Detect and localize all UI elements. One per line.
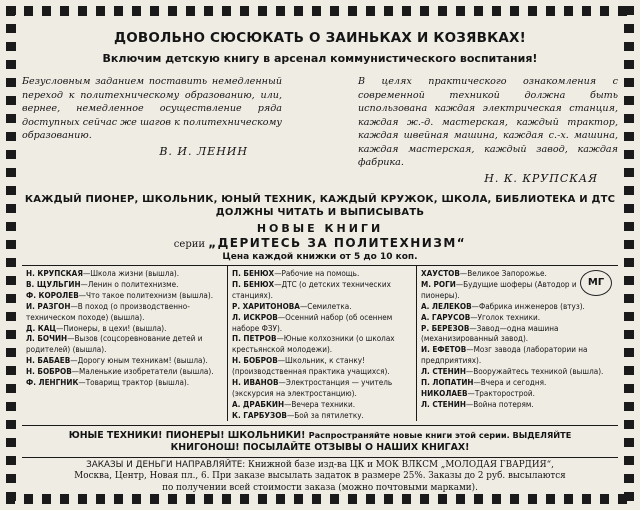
- book-author: В. ЩУЛЬГИН: [26, 278, 81, 289]
- book-entry: [232, 399, 412, 410]
- book-entry: [232, 268, 412, 279]
- quote-lenin: [22, 75, 282, 185]
- book-author: Н. БОБРОВ: [232, 355, 278, 366]
- book-title: —Вчера и сегодня.: [473, 377, 547, 388]
- checkered-border-left: [6, 6, 16, 504]
- book-entry: [232, 333, 412, 355]
- book-author: А. ДРАБКИН: [232, 398, 285, 409]
- new-books-title: НОВЫЕ КНИГИ: [256, 222, 384, 235]
- book-column-3: [417, 266, 618, 421]
- book-title: —Уголок техники.: [470, 311, 541, 322]
- book-entry: [26, 333, 223, 355]
- book-title: —Будущие шоферы (Автодор и пионеры).: [421, 278, 577, 300]
- book-author: Л. СТЕНИН: [421, 366, 466, 377]
- book-title: —Рабочие на помощь.: [274, 268, 360, 278]
- book-entry: [232, 355, 412, 377]
- book-author: П. ЛОПАТИН: [421, 377, 474, 388]
- orders-lead: ЗАКАЗЫ И ДЕНЬГИ НАПРАВЛЯЙТЕ:: [86, 459, 246, 470]
- book-entry: [26, 355, 223, 366]
- book-author: Н. КРУПСКАЯ: [26, 268, 83, 278]
- checkered-border-bottom: [6, 494, 634, 504]
- book-author: Н. БОБРОВ: [26, 366, 72, 377]
- book-author: Н. БАБАЕВ: [26, 355, 71, 366]
- book-column-2: [227, 266, 417, 421]
- book-author: Л. ИСКРОВ: [232, 311, 278, 322]
- call-line-1: КАЖДЫЙ ПИОНЕР, ШКОЛЬНИК, ЮНЫЙ ТЕХНИК, КАЖДЫЙ КРУЖОК, ШКОЛА, БИБЛИОТЕКА И ДТС: [24, 194, 616, 205]
- call-line-2: ДОЛЖНЫ ЧИТАТЬ И ВЫПИСЫВАТЬ: [215, 207, 425, 218]
- quote-krupskaya-text: В целях практического ознакомления с современной техникой должна быть использована каждая электрическая станция, каждая ж.-д. мастерская, каждый трактор, каждая швейная машина, каждая с.-х. машина, каждая мастерская, каждый завод, каждая фабрика.: [358, 76, 618, 168]
- series-line: [22, 236, 618, 250]
- banner-line-1: [22, 429, 618, 442]
- book-entry: [26, 323, 223, 334]
- book-entry: [26, 366, 223, 377]
- book-title: —Дорогу юным техникам! (вышла).: [70, 355, 208, 366]
- book-author: Д. КАЦ: [26, 322, 57, 333]
- book-author: К. ГАРБУЗОВ: [232, 409, 287, 420]
- book-title: —В поход (о производственно-техническом походе) (вышла).: [26, 300, 190, 322]
- book-author: И. РАЗГОН: [26, 300, 71, 311]
- book-entry: [421, 323, 614, 345]
- book-title: —Завод—одна машина (механизированный завод).: [421, 322, 559, 344]
- book-title: —Тракторострой.: [467, 387, 535, 398]
- quotes-row: [22, 75, 618, 185]
- orders-address: Книжной базе изд-ва ЦК и МОК ВЛКСМ „МОЛОДАЯ ГВАРДИЯ“,: [248, 459, 554, 470]
- book-title: —Пионеры, в цехи! (вышла).: [56, 322, 167, 333]
- book-title: —Осенний набор (об осеннем наборе ФЗУ).: [232, 311, 393, 333]
- book-author: Ф. ЛЕНГНИК: [26, 377, 79, 388]
- book-entry: [26, 301, 223, 323]
- book-author: ХАУСТОВ: [421, 268, 460, 278]
- book-column-1: [22, 266, 227, 421]
- banner-line-2: КНИГОНОШ! ПОСЫЛАЙТЕ ОТЗЫВЫ О НАШИХ КНИГАХ!: [170, 441, 470, 453]
- orders-line-3: по получении всей стоимости заказа (можно почтовыми марками).: [162, 482, 478, 493]
- book-entry: [421, 344, 614, 366]
- book-title: —Маленькие изобретатели (вышла).: [71, 366, 214, 377]
- book-author: И. ЕФЕТОВ: [421, 344, 467, 355]
- book-entry: [421, 366, 614, 377]
- book-columns: [22, 266, 618, 421]
- book-author: А. ГАРУСОВ: [421, 311, 471, 322]
- promo-banner: [22, 425, 618, 454]
- book-title: —Вечера техники.: [284, 398, 356, 409]
- book-entry: [232, 301, 412, 312]
- checkered-border-right: [624, 6, 634, 504]
- book-entry: [26, 279, 223, 290]
- book-entry: [26, 268, 223, 279]
- book-author: А. ЛЕЛЕКОВ: [421, 300, 472, 311]
- content-area: [22, 20, 618, 493]
- book-title: —Товарищ трактор (вышла).: [78, 377, 190, 388]
- book-title: —Вызов (соцсоревнование детей и родителей) (вышла).: [26, 333, 203, 355]
- book-title: —Школа жизни (вышла).: [82, 268, 180, 278]
- book-author: НИКОЛАЕВ: [421, 387, 468, 398]
- book-entry: [232, 410, 412, 421]
- book-title: —Бой за пятилетку.: [286, 409, 364, 420]
- book-entry: [26, 377, 223, 388]
- book-entry: [421, 301, 614, 312]
- series-name: „ДЕРИТЕСЬ ЗА ПОЛИТЕХНИЗМ“: [208, 236, 467, 250]
- book-title: —Великое Запорожье.: [459, 268, 547, 278]
- book-author: П. БЕНЮХ: [232, 278, 275, 289]
- book-entry: [421, 388, 614, 399]
- series-label: серии: [173, 239, 206, 250]
- book-title: —Вооружайтесь техникой (вышла).: [465, 366, 604, 377]
- book-title: —Ленин о политехнизме.: [80, 278, 179, 289]
- book-entry: [232, 279, 412, 301]
- quote-krupskaya: [358, 75, 618, 185]
- checkered-border-top: [6, 6, 634, 16]
- book-title: —Школьник, к станку! (производственная практика учащихся).: [232, 355, 390, 377]
- call-to-read: [22, 193, 618, 219]
- book-author: Ф. КОРОЛЕВ: [26, 289, 79, 300]
- book-entry: [26, 290, 223, 301]
- orders-line-2: Москва, Центр, Новая пл., 6. При заказе высылать задаток в размере 25%. Заказы до 2 руб. высылаются: [74, 471, 566, 482]
- banner-appeal-cont: Распространяйте новые книги этой серии. ВЫДЕЛЯЙТЕ: [308, 429, 572, 440]
- quote-lenin-text: Безусловным заданием поставить немедленный переход к политехническому образованию, или, вернее, немедленное осуществление ряда доступных сейчас же шагов к политехническому образованию.: [22, 76, 282, 141]
- orders-line-1: [22, 460, 618, 472]
- book-title: —ДТС (о детских технических станциях).: [232, 278, 391, 300]
- book-author: Л. СТЕНИН: [421, 398, 466, 409]
- book-entry: [232, 377, 412, 399]
- book-title: —Семилетка.: [299, 300, 352, 311]
- book-title: —Что такое политехнизм (вышла).: [78, 289, 214, 300]
- book-author: П. ПЕТРОВ: [232, 333, 277, 344]
- banner-appeal: ЮНЫЕ ТЕХНИКИ! ПИОНЕРЫ! ШКОЛЬНИКИ!: [68, 429, 306, 441]
- book-author: Р. БЕРЕЗОВ: [421, 322, 470, 333]
- book-entry: [421, 312, 614, 323]
- book-title: —Мозг завода (лаборатории на предприятиях).: [421, 344, 588, 366]
- publisher-logo: МГ: [580, 270, 612, 296]
- book-author: П. БЕНЮХ: [232, 268, 275, 278]
- subheadline: Включим детскую книгу в арсенал коммунистического воспитания!: [102, 52, 538, 65]
- book-author: Н. ИВАНОВ: [232, 377, 279, 388]
- book-title: —Война потерям.: [465, 398, 534, 409]
- book-title: —Электростанция — учитель (экскурсия на электростанцию).: [232, 377, 393, 398]
- book-entry: [421, 399, 614, 410]
- book-title: —Юные колхозники (о школах крестьянской молодежи).: [232, 333, 395, 355]
- orders-info: [22, 457, 618, 495]
- book-entry: [232, 312, 412, 334]
- book-entry: [421, 377, 614, 388]
- book-author: М. РОГИ: [421, 278, 456, 289]
- book-author: Р. ХАРИТОНОВА: [232, 300, 300, 311]
- quote-lenin-author: В. И. ЛЕНИН: [159, 144, 248, 158]
- price-line: Цена каждой книжки от 5 до 10 коп.: [222, 252, 418, 262]
- headline: ДОВОЛЬНО СЮСЮКАТЬ О ЗАИНЬКАХ И КОЗЯВКАХ!: [114, 30, 526, 46]
- quote-krupskaya-author: Н. К. КРУПСКАЯ: [484, 171, 598, 185]
- book-title: —Фабрика инженеров (втуз).: [471, 300, 585, 311]
- book-author: Л. БОЧИН: [26, 333, 68, 344]
